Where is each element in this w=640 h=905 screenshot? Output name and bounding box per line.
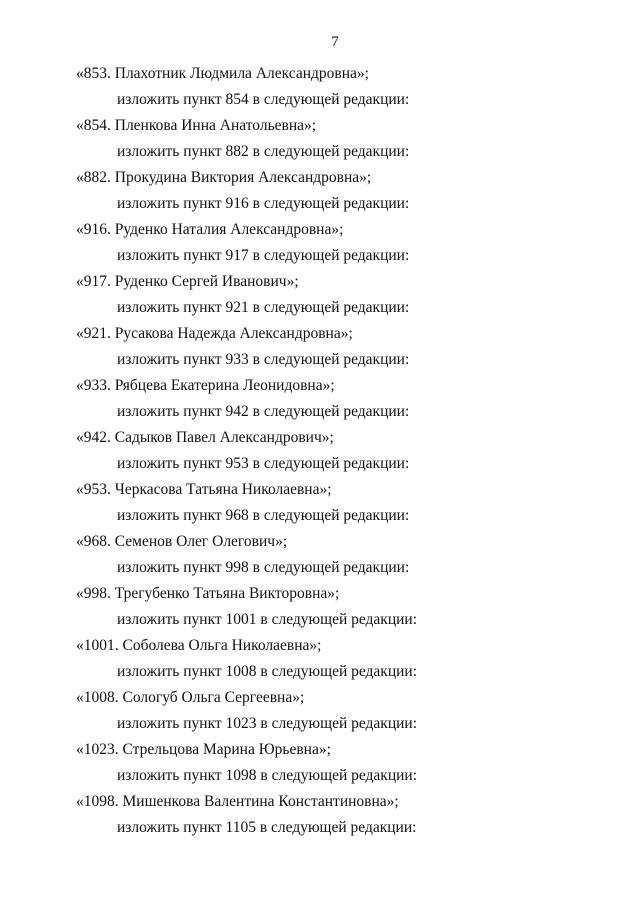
entry-1001: «1001. Соболева Ольга Николаевна»;: [76, 637, 322, 654]
instruction-968: изложить пункт 968 в следующей редакции:: [117, 507, 410, 524]
entry-916: «916. Руденко Наталия Александровна»;: [76, 221, 344, 238]
instruction-916: изложить пункт 916 в следующей редакции:: [117, 195, 410, 212]
entry-917: «917. Руденко Сергей Иванович»;: [76, 273, 299, 290]
instruction-998: изложить пункт 998 в следующей редакции:: [117, 559, 410, 576]
entry-933: «933. Рябцева Екатерина Леонидовна»;: [76, 377, 335, 394]
page-number: 7: [331, 34, 339, 50]
instruction-1023: изложить пункт 1023 в следующей редакции:: [117, 715, 418, 732]
entry-1008: «1008. Сологуб Ольга Сергеевна»;: [76, 689, 305, 706]
amendment-list: [0, 64, 640, 844]
instruction-1105: изложить пункт 1105 в следующей редакции:: [117, 819, 417, 836]
instruction-882: изложить пункт 882 в следующей редакции:: [117, 143, 410, 160]
entry-921: «921. Русакова Надежда Александровна»;: [76, 325, 353, 342]
instruction-1098: изложить пункт 1098 в следующей редакции:: [117, 767, 418, 784]
instruction-1008: изложить пункт 1008 в следующей редакции:: [117, 663, 418, 680]
entry-968: «968. Семенов Олег Олегович»;: [76, 533, 288, 550]
instruction-917: изложить пункт 917 в следующей редакции:: [117, 247, 410, 264]
instruction-921: изложить пункт 921 в следующей редакции:: [117, 299, 410, 316]
entry-953: «953. Черкасова Татьяна Николаевна»;: [76, 481, 332, 498]
instruction-953: изложить пункт 953 в следующей редакции:: [117, 455, 410, 472]
entry-998: «998. Трегубенко Татьяна Викторовна»;: [76, 585, 340, 602]
instruction-1001: изложить пункт 1001 в следующей редакции:: [117, 611, 418, 628]
instruction-854: изложить пункт 854 в следующей редакции:: [117, 91, 410, 108]
entry-1098: «1098. Мишенкова Валентина Константиновна»;: [76, 793, 399, 810]
instruction-933: изложить пункт 933 в следующей редакции:: [117, 351, 410, 368]
entry-942: «942. Садыков Павел Александрович»;: [76, 429, 334, 446]
instruction-942: изложить пункт 942 в следующей редакции:: [117, 403, 410, 420]
entry-1023: «1023. Стрельцова Марина Юрьевна»;: [76, 741, 331, 758]
entry-882: «882. Прокудина Виктория Александровна»;: [76, 169, 372, 186]
entry-854: «854. Пленкова Инна Анатольевна»;: [76, 117, 317, 134]
entry-853: «853. Плахотник Людмила Александровна»;: [76, 65, 369, 82]
